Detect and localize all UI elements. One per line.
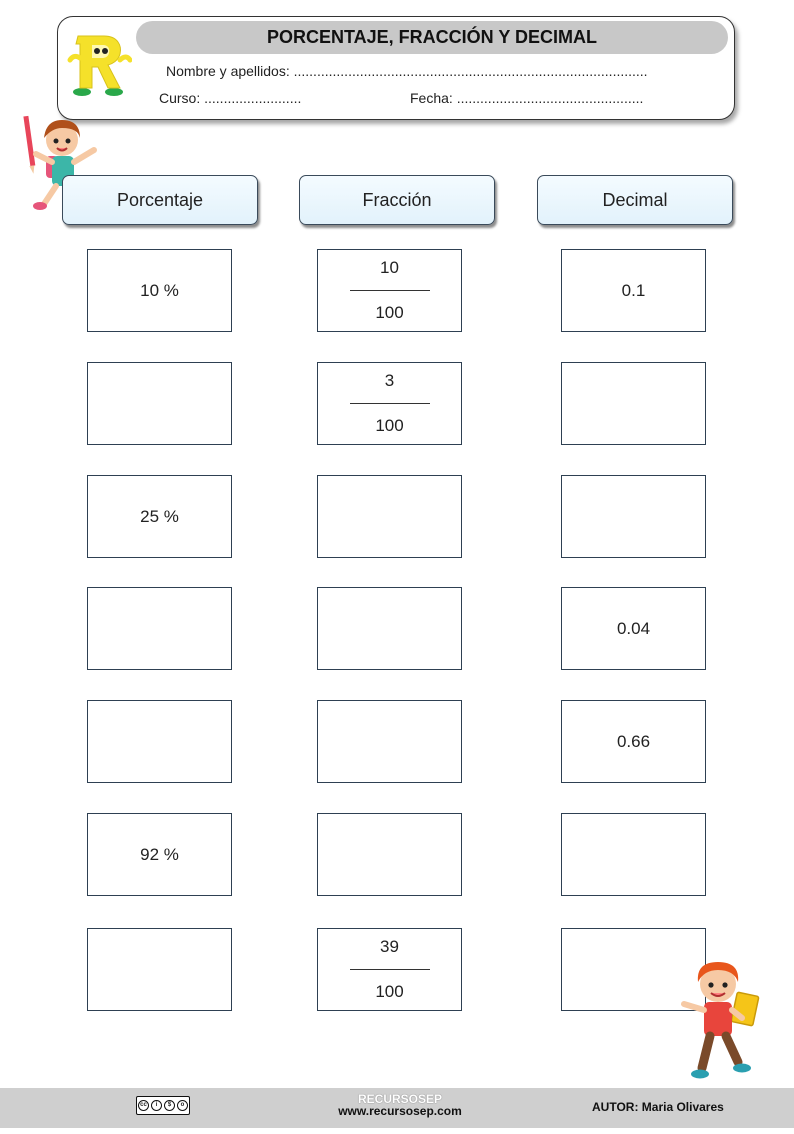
footer <box>0 1088 794 1128</box>
recursosep-logo-icon <box>62 30 132 98</box>
column-header-percentage: Porcentaje <box>62 175 258 225</box>
date-field-label[interactable]: Fecha: ................................................ <box>410 90 644 106</box>
cc-by-nc-sa-icon: cc i $ o <box>136 1096 190 1115</box>
fraction-cell[interactable] <box>317 475 462 558</box>
column-header-fraction: Fracción <box>299 175 495 225</box>
percent-cell[interactable] <box>87 362 232 445</box>
footer-author: AUTOR: Maria Olivares <box>592 1100 724 1114</box>
fraction-denominator: 100 <box>375 982 404 1001</box>
name-field-label[interactable]: Nombre y apellidos: ........................................................................................... <box>166 63 648 79</box>
percent-cell[interactable] <box>87 587 232 670</box>
fraction <box>318 250 461 331</box>
decimal-cell[interactable] <box>561 362 706 445</box>
fraction-denominator: 100 <box>375 303 404 322</box>
percent-cell[interactable]: 92 % <box>87 813 232 896</box>
fraction-denominator: 100 <box>375 416 404 435</box>
percent-cell[interactable] <box>87 700 232 783</box>
column-header-decimal: Decimal <box>537 175 733 225</box>
fraction <box>318 929 461 1010</box>
footer-url[interactable]: www.recursosep.com <box>338 1104 462 1118</box>
percent-cell[interactable]: 25 % <box>87 475 232 558</box>
fraction <box>318 363 461 444</box>
fraction-cell[interactable] <box>317 249 462 332</box>
fraction-cell[interactable] <box>317 362 462 445</box>
fraction-numerator: 10 <box>380 258 399 277</box>
decimal-cell[interactable] <box>561 813 706 896</box>
percent-cell[interactable] <box>87 928 232 1011</box>
fraction-bar <box>350 403 430 404</box>
course-field-label[interactable]: Curso: ......................... <box>159 90 302 106</box>
decimal-cell[interactable]: 0.1 <box>561 249 706 332</box>
fraction-cell[interactable] <box>317 587 462 670</box>
fraction-cell[interactable] <box>317 928 462 1011</box>
boy-illustration-icon <box>676 958 766 1086</box>
fraction-numerator: 3 <box>384 371 395 390</box>
fraction-cell[interactable] <box>317 813 462 896</box>
worksheet-title: PORCENTAJE, FRACCIÓN Y DECIMAL <box>136 21 728 54</box>
fraction-cell[interactable] <box>317 700 462 783</box>
decimal-cell[interactable]: 0.66 <box>561 700 706 783</box>
footer-brand: RECURSOSEP <box>357 1092 443 1106</box>
fraction-bar <box>350 969 430 970</box>
percent-cell[interactable]: 10 % <box>87 249 232 332</box>
fraction-numerator: 39 <box>380 937 399 956</box>
decimal-cell[interactable]: 0.04 <box>561 587 706 670</box>
fraction-bar <box>350 290 430 291</box>
decimal-cell[interactable] <box>561 475 706 558</box>
